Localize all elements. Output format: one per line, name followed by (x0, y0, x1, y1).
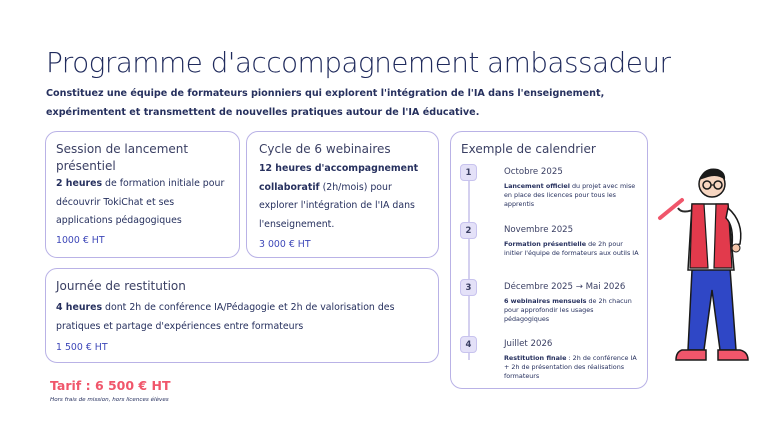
card-launch-body-bold: 2 heures (56, 178, 103, 189)
card-restitution-body-rest: dont 2h de conférence IA/Pédagogie et 2h de valorisation des pratiques et partage d'expériences entre formateurs (56, 302, 395, 332)
card-webinars-price: 3 000 € HT (259, 239, 311, 250)
card-restitution-body-bold: 4 heures (56, 302, 103, 313)
card-launch-session (45, 131, 240, 258)
page-subtitle: Constituez une équipe de formateurs pionniers qui explorent l'intégration de l'IA dans l'enseignement, expérimentent et transmettent de nouvelles pratiques autour de l'IA éducative. (46, 88, 605, 118)
step-rest: de 2h pour initier l'équipe de formateurs aux outils IA (504, 240, 639, 257)
card-webinar-cycle (246, 131, 439, 258)
card-launch-body (56, 175, 229, 231)
card-launch-body-rest: de formation initiale pour découvrir TokiChat et ses applications pédagogiques (56, 178, 225, 226)
card-restitution-price: 1 500 € HT (56, 342, 108, 353)
step-number: 3 (460, 279, 477, 296)
calendar-title: Exemple de calendrier (461, 142, 596, 156)
total-price: Tarif : 6 500 € HT (50, 378, 171, 393)
card-launch-title: Session de lancement présentiel (56, 142, 189, 173)
left-shoe (676, 350, 706, 360)
step-date: Novembre 2025 (504, 225, 574, 235)
step-bold: Lancement officiel (504, 182, 570, 190)
step-date: Octobre 2025 (504, 167, 563, 177)
step-number: 1 (460, 164, 477, 181)
price-note: Hors frais de mission, hors licences élèves (50, 397, 169, 403)
card-restitution-title: Journée de restitution (56, 279, 186, 293)
step-bold: 6 webinaires mensuels (504, 297, 587, 305)
step-description (504, 354, 639, 380)
page-title: Programme d'accompagnement ambassadeur (46, 46, 671, 79)
card-webinars-body-bold: 12 heures d'accompagnement collaboratif (259, 163, 419, 193)
step-number: 2 (460, 222, 477, 239)
card-webinars-body-rest: (2h/mois) pour explorer l'intégration de l'IA dans l'enseignement. (259, 181, 415, 230)
teacher-illustration (652, 160, 762, 390)
step-description (504, 240, 639, 258)
step-rest: : 2h de conférence IA + 2h de présentation des réalisations formateurs (504, 354, 637, 380)
trousers (688, 268, 736, 350)
step-bold: Formation présentielle (504, 240, 587, 248)
card-launch-price: 1000 € HT (56, 234, 105, 246)
step-rest: du projet avec mise en place des licences pour tous les apprentis (504, 182, 636, 208)
card-restitution-day (45, 268, 439, 363)
step-bold: Restitution finale (504, 354, 567, 362)
right-hand (732, 244, 740, 252)
step-description (504, 297, 639, 323)
card-restitution-body (56, 299, 428, 336)
step-date: Décembre 2025 → Mai 2026 (504, 282, 626, 292)
card-webinars-title: Cycle de 6 webinaires (259, 142, 391, 156)
step-description (504, 182, 639, 208)
card-webinars-body (259, 160, 426, 234)
step-number: 4 (460, 336, 477, 353)
step-date: Juillet 2026 (504, 339, 553, 349)
right-shoe (718, 350, 748, 360)
step-rest: de 2h chacun pour approfondir les usages pédagogiques (504, 297, 632, 323)
timeline-line (468, 167, 470, 360)
